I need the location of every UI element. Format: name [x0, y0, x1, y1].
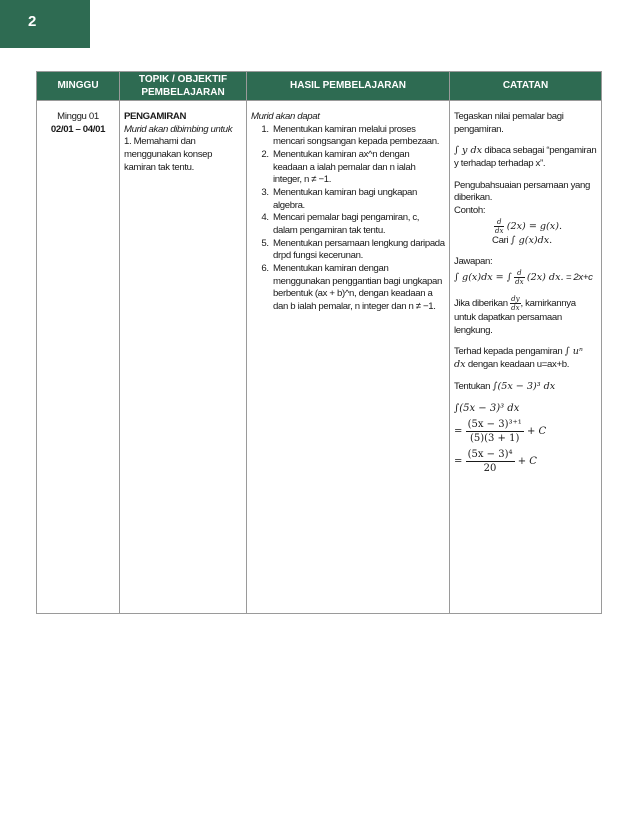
- worked-line-3: = $\frac{\text{(5x − 3)⁴}}{20}$ + C: [454, 449, 537, 475]
- lesson-plan-table: [36, 71, 602, 614]
- header-catatan: CATATAN: [450, 72, 602, 101]
- note-integral-reading: [454, 145, 597, 170]
- outcome-item: 3. Menentukan kamiran bagi ungkapan algebra.: [271, 187, 445, 212]
- topic-objective: 1. Memahami dan menggunakan konsep kamiran tak tentu.: [124, 136, 213, 173]
- worked-line-2: = $\frac{\text{(5x − 3)³⁺¹}}{(5)(3 + 1)}$ + C: [454, 419, 547, 445]
- gradient-fraction: $\frac{dy}{dx}$: [511, 294, 520, 312]
- header-topik: TOPIK / OBJEKTIF PEMBELAJARAN: [120, 72, 247, 101]
- outcome-item: 1. Menentukan kamiran melalui proses mencari songsangan kepada pembezaan.: [271, 124, 445, 149]
- topic-cell: [120, 101, 247, 614]
- note-gradient-function: Jika diberikan $\frac{dy}{dx}$ , kamirkannya untuk dapatkan persamaan lengkung.: [454, 294, 576, 336]
- integral-y-dx: ∫ y dx: [454, 145, 483, 157]
- note-modification: Pengubahsuaian persamaan yang diberikan.: [454, 179, 591, 204]
- header-minggu: MINGGU: [37, 72, 120, 101]
- outcome-item: 6. Menentukan kamiran dengan menggunakan penggantian bagi ungkapan berbentuk (ax + b)^n, dengan keadaan a dan b ialah pemalar, n integer dan n ≠ −1.: [271, 263, 445, 314]
- page-number-badge: [0, 0, 90, 48]
- topic-intro: Murid akan dibimbing untuk: [124, 123, 233, 135]
- worked-fraction-1: $\frac{\text{(5x − 3)³⁺¹}}{(5)(3 + 1)}$: [467, 419, 522, 445]
- note-determine: Tentukan ∫(5x − 3)³ dx: [454, 380, 556, 392]
- example-find: Cari ∫ g(x)dx.: [492, 234, 553, 246]
- note-substitution-limit: Terhad kepada pengamiran ∫ uⁿ dx dengan keadaan u=ax+b.: [454, 346, 583, 370]
- topic-title: PENGAMIRAN: [124, 111, 187, 122]
- answer-label: Jawapan:: [454, 256, 493, 268]
- table-row: [37, 101, 602, 614]
- derivative-fraction: $\frac{d}{dx}$: [495, 217, 504, 235]
- outcome-item: 4. Mencari pemalar bagi pengamiran, c, dalam pengamiran tak tentu.: [271, 212, 445, 237]
- worked-fraction-2: $\frac{\text{(5x − 3)⁴}}{20}$: [467, 449, 513, 475]
- note-constant: Tegaskan nilai pemalar bagi pengamiran.: [454, 111, 564, 135]
- worked-line-1: ∫(5x − 3)³ dx: [454, 403, 520, 415]
- derivative-fraction: $\frac{d}{dx}$: [515, 268, 524, 286]
- outcome-item: 5. Menentukan persamaan lengkung daripada drpd fungsi kecerunan.: [271, 238, 445, 263]
- outcomes-cell: [247, 101, 450, 614]
- integral-reading-text: dibaca sebagai “pengamiran y terhadap terhadap x”.: [454, 145, 597, 169]
- week-label: Minggu 01: [57, 111, 99, 122]
- outcomes-list: [251, 124, 445, 314]
- page-number: 2: [28, 13, 37, 30]
- week-dates: 02/01 – 04/01: [50, 123, 106, 135]
- header-hasil: HASIL PEMBELAJARAN: [247, 72, 450, 101]
- outcome-item: 2. Menentukan kamiran ax^n dengan keadaan a ialah pemalar dan n ialah integer, n ≠ −1.: [271, 149, 445, 187]
- week-cell: [37, 101, 120, 614]
- example-equation: $\frac{d}{dx}$ (2x) = g(x).: [495, 217, 562, 235]
- table-header-row: [37, 72, 602, 101]
- answer-equation: ∫ g(x)dx = ∫ $\frac{d}{dx}$ (2x) dx. = 2x+c: [454, 268, 593, 286]
- outcomes-intro: Murid akan dapat: [251, 111, 320, 122]
- notes-cell: [450, 101, 602, 614]
- example-label: Contoh:: [454, 204, 486, 216]
